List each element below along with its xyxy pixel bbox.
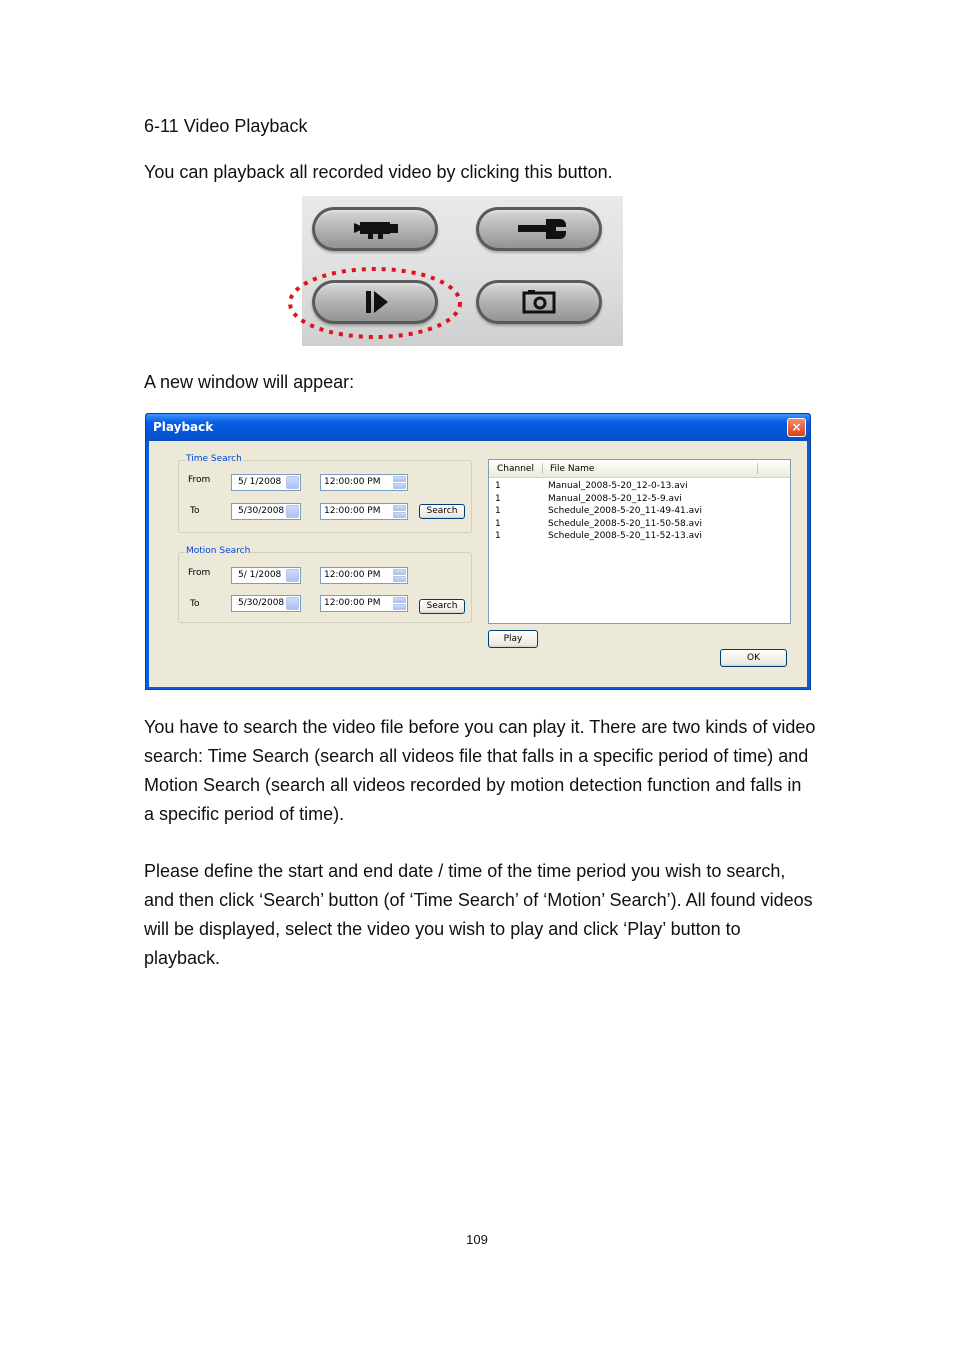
channel-cell: 1 [495,493,501,504]
time-to-date[interactable]: 5/30/2008 [231,503,301,520]
close-button[interactable]: × [787,418,806,437]
spin-arrows-icon[interactable] [393,569,406,582]
motion-from-time[interactable]: 12:00:00 PM [320,567,408,584]
page-number: 109 [466,1232,488,1247]
time-search-legend: Time Search [186,454,242,464]
file-name-cell: Schedule_2008-5-20_11-49-41.avi [548,506,702,517]
wrench-icon [476,207,602,251]
motion-from-date[interactable]: 5/ 1/2008 [231,567,301,584]
spin-arrows-icon[interactable] [393,505,406,518]
snapshot-camera-icon [476,280,602,324]
spin-arrows-icon[interactable] [393,597,406,610]
play-button[interactable]: Play [488,630,538,648]
highlight-ellipse [287,266,463,340]
time-to-time[interactable]: 12:00:00 PM [320,503,408,520]
dialog-body [149,441,807,687]
time-search-button[interactable]: Search [419,504,465,519]
motion-from-label: From [188,568,211,578]
dialog-titlebar[interactable] [146,414,810,441]
chevron-down-icon[interactable] [286,597,299,610]
channel-cell: 1 [495,481,501,491]
record-button[interactable] [312,207,438,251]
playback-dialog [145,413,811,690]
file-name-cell: Schedule_2008-5-20_11-52-13.avi [548,531,702,542]
motion-to-label: To [190,599,200,609]
channel-cell: 1 [495,531,501,542]
file-list-header [489,460,790,478]
ok-button[interactable]: OK [720,649,787,667]
time-from-label: From [188,475,211,485]
dialog-title: Playback [153,420,214,434]
list-item[interactable] [489,518,789,531]
column-header-file-name[interactable]: File Name [550,464,595,474]
intro-text: You can playback all recorded video by clicking this button. [144,162,613,182]
snapshot-button[interactable] [476,280,602,324]
channel-cell: 1 [495,518,501,529]
channel-cell: 1 [495,506,501,517]
section-title: 6-11 Video Playback [144,116,308,136]
motion-search-group [178,546,472,623]
list-item[interactable] [489,530,789,543]
file-list[interactable] [488,459,791,624]
spin-arrows-icon[interactable] [393,476,406,489]
camera-icon [312,207,438,251]
chevron-down-icon[interactable] [286,505,299,518]
column-header-channel[interactable]: Channel [497,464,534,474]
time-from-date[interactable]: 5/ 1/2008 [231,474,301,491]
file-name-cell: Schedule_2008-5-20_11-50-58.avi [548,518,702,529]
time-from-time[interactable]: 12:00:00 PM [320,474,408,491]
appear-text: A new window will appear: [144,372,355,392]
time-search-group [178,454,472,533]
list-item[interactable] [489,505,789,518]
list-item[interactable] [489,480,789,493]
motion-search-legend: Motion Search [186,546,251,556]
paragraph-search-explanation: You have to search the video file before you can play it. There are two kinds of video search: Time Search (search all videos file that falls in a specific period of time) and Motion Search (search all videos recorded by motion detection function and falls in a specific period of time). [144,717,816,824]
list-item[interactable] [489,493,789,506]
chevron-down-icon[interactable] [286,569,299,582]
file-name-cell: Manual_2008-5-20_12-0-13.avi [548,481,688,491]
motion-to-time[interactable]: 12:00:00 PM [320,595,408,612]
settings-button[interactable] [476,207,602,251]
motion-to-date[interactable]: 5/30/2008 [231,595,301,612]
motion-search-button[interactable]: Search [419,599,465,614]
paragraph-instructions: Please define the start and end date / time of the time period you wish to search, and then click ‘Search’ button (of ‘Time Search’ of ‘Motion’ Search’). All found videos will be displayed, select the video you wish to play and click ‘Play’ button to playback. [144,861,813,968]
time-to-label: To [190,506,200,516]
chevron-down-icon[interactable] [286,476,299,489]
file-name-cell: Manual_2008-5-20_12-5-9.avi [548,493,682,504]
